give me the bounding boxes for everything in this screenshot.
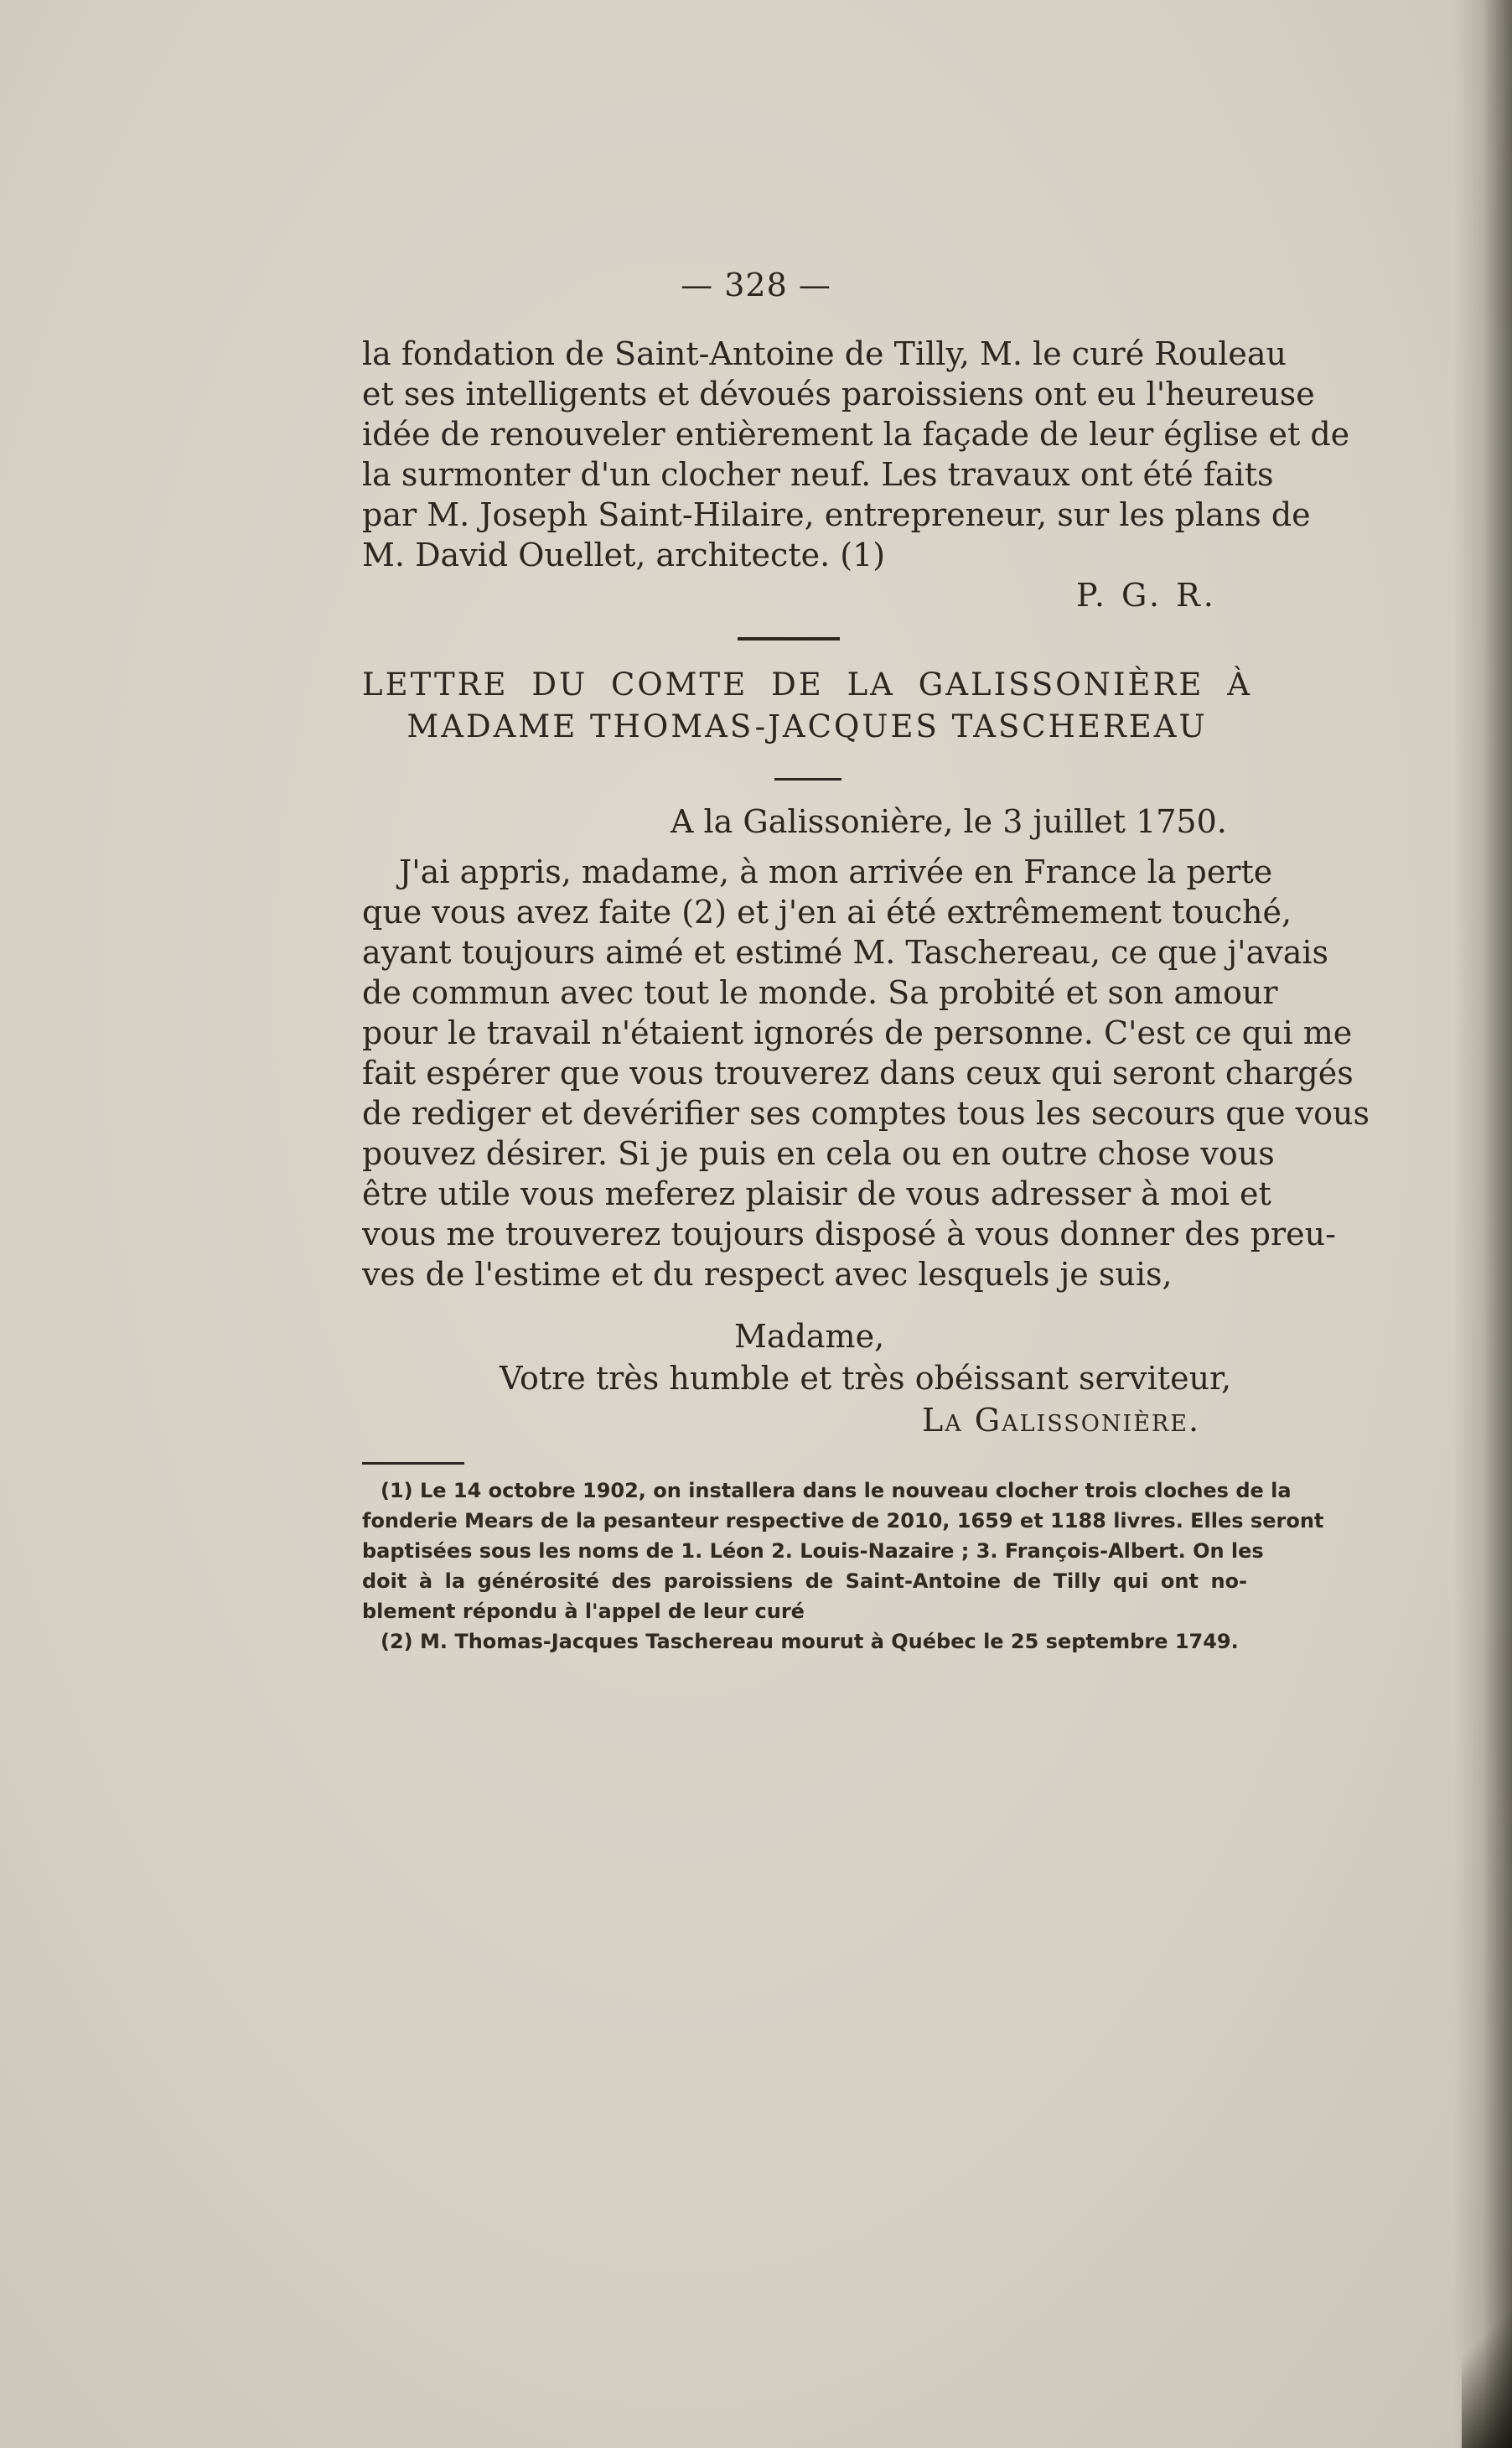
letter-title-line-2: MADAME THOMAS-JACQUES TASCHEREAU xyxy=(406,708,1208,744)
intro-line: et ses intelligents et dévoués paroissiens ont eu l'heureuse xyxy=(362,376,1315,412)
letter-signature: La Galissonière. xyxy=(922,1402,1201,1439)
section-divider xyxy=(738,637,840,641)
footnote-1-line: blement répondu à l'appel de leur curé xyxy=(362,1600,805,1623)
intro-line: par M. Joseph Saint-Hilaire, entrepreneur, sur les plans de xyxy=(362,496,1311,533)
letter-line: vous me trouverez toujours disposé à vous donner des preu- xyxy=(362,1216,1336,1253)
page-number: — 328 — xyxy=(681,267,831,303)
letter-line: J'ai appris, madame, à mon arrivée en France la perte xyxy=(399,853,1273,890)
intro-line: idée de renouveler entièrement la façade de leur église et de xyxy=(362,416,1350,453)
letter-salutation: Madame, xyxy=(734,1318,885,1355)
page-corner-shadow xyxy=(1462,2264,1512,2448)
intro-paragraph xyxy=(362,334,1350,575)
letter-line: être utile vous meferez plaisir de vous adresser à moi et xyxy=(362,1175,1271,1212)
letter-title-line-1: LETTRE DU COMTE DE LA GALISSONIÈRE À xyxy=(362,666,1252,703)
footnote-1-line: doit à la générosité des paroissiens de Saint-Antoine de Tilly qui ont no- xyxy=(362,1569,1247,1593)
intro-line: M. David Ouellet, architecte. (1) xyxy=(362,537,886,573)
footnote-1-line: (1) Le 14 octobre 1902, on installera dans le nouveau clocher trois cloches de la xyxy=(381,1479,1292,1502)
letter-line: que vous avez faite (2) et j'en ai été extrêmement touché, xyxy=(362,894,1292,931)
letter-closing: Votre très humble et très obéissant serviteur, xyxy=(500,1360,1232,1397)
letter-body xyxy=(362,852,1370,1294)
footnotes xyxy=(362,1476,1324,1657)
book-spine-shadow xyxy=(1453,0,1512,2448)
letter-line: ayant toujours aimé et estimé M. Taschereau, ce que j'avais xyxy=(362,934,1329,971)
letter-line: de rediger et devérifier ses comptes tous les secours que vous xyxy=(362,1095,1370,1132)
letter-line: ves de l'estime et du respect avec lesquels je suis, xyxy=(362,1256,1173,1293)
footnote-1-line: fonderie Mears de la pesanteur respective de 2010, 1659 et 1188 livres. Elles seront xyxy=(362,1509,1324,1533)
title-divider xyxy=(774,778,841,781)
letter-line: de commun avec tout le monde. Sa probité et son amour xyxy=(362,974,1278,1011)
letter-line: pouvez désirer. Si je puis en cela ou en outre chose vous xyxy=(362,1135,1275,1172)
intro-line: la fondation de Saint-Antoine de Tilly, M. le curé Rouleau xyxy=(362,335,1287,372)
footnote-rule xyxy=(362,1462,464,1465)
letter-line: pour le travail n'étaient ignorés de personne. C'est ce qui me xyxy=(362,1014,1353,1051)
letter-line: fait espérer que vous trouverez dans ceux qui seront chargés xyxy=(362,1055,1354,1092)
intro-line: la surmonter d'un clocher neuf. Les travaux ont été faits xyxy=(362,456,1274,493)
footnote-2: (2) M. Thomas-Jacques Taschereau mourut à Québec le 25 septembre 1749. xyxy=(381,1630,1239,1653)
letter-dateline: A la Galissonière, le 3 juillet 1750. xyxy=(671,803,1227,840)
intro-signature: P. G. R. xyxy=(1076,577,1217,614)
footnote-1-line: baptisées sous les noms de 1. Léon 2. Louis-Nazaire ; 3. François-Albert. On les xyxy=(362,1539,1264,1563)
